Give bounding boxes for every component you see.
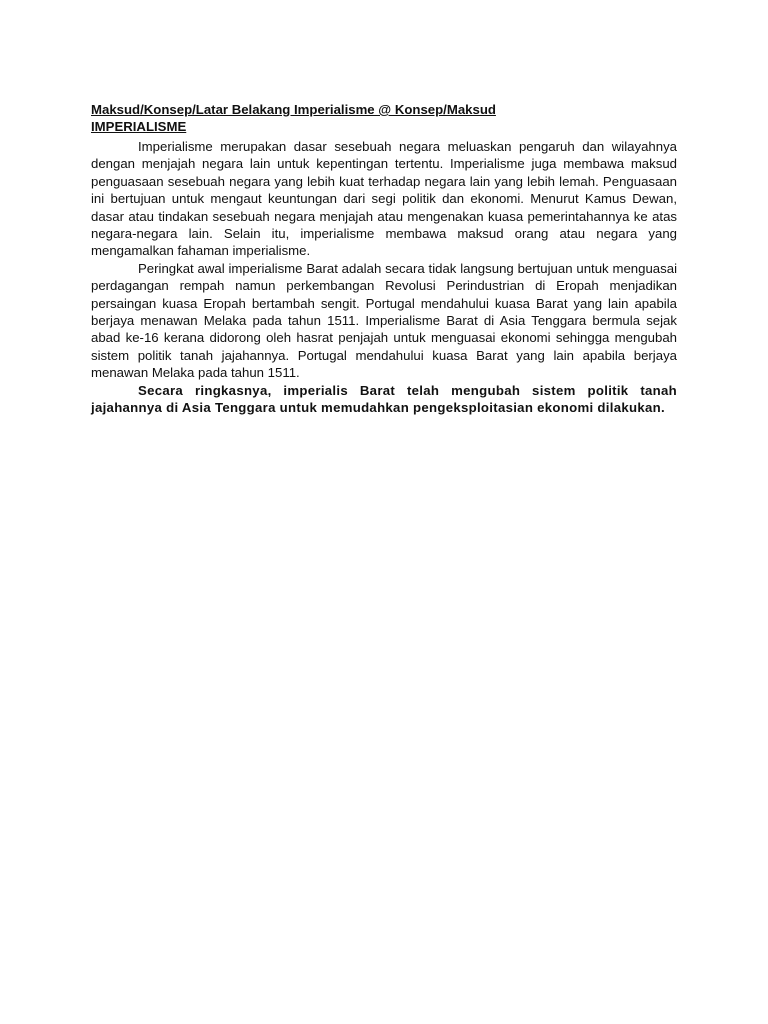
document-page [91, 101, 677, 417]
heading-line-1: Maksud/Konsep/Latar Belakang Imperialisme @ Konsep/Maksud [91, 102, 496, 117]
paragraph-summary: Secara ringkasnya, imperialis Barat telah mengubah sistem politik tanah jajahannya di Asia Tenggara untuk memudahkan pengeksploitasian ekonomi dilakukan. [91, 382, 677, 416]
heading-line-2: IMPERIALISME [91, 119, 187, 134]
document-heading [91, 101, 677, 135]
paragraph-early-stage: Peringkat awal imperialisme Barat adalah secara tidak langsung bertujuan untuk menguasai perdagangan rempah namun perkembangan Revolusi Perindustrian di Eropah menjadikan persaingan kuasa Eropah bertambah sengit. Portugal mendahului kuasa Barat yang lain apabila berjaya menawan Melaka pada tahun 1511. Imperialisme Barat di Asia Tenggara bermula sejak abad ke-16 kerana didorong oleh hasrat penjajah untuk menguasai ekonomi sehingga mengubah sistem politik tanah jajahannya. Portugal mendahului kuasa Barat yang lain apabila berjaya menawan Melaka pada tahun 1511. [91, 260, 677, 381]
paragraph-definition: Imperialisme merupakan dasar sesebuah negara meluaskan pengaruh dan wilayahnya dengan menjajah negara lain untuk kepentingan tertentu. Imperialisme juga membawa maksud penguasaan sesebuah negara yang lebih kuat terhadap negara lain yang lebih lemah. Penguasaan ini bertujuan untuk mengaut keuntungan dari segi politik dan ekonomi. Menurut Kamus Dewan, dasar atau tindakan sesebuah negara menjajah atau mengenakan kuasa pemerintahannya ke atas negara-negara lain. Selain itu, imperialisme membawa maksud orang atau negara yang mengamalkan fahaman imperialisme. [91, 139, 677, 259]
